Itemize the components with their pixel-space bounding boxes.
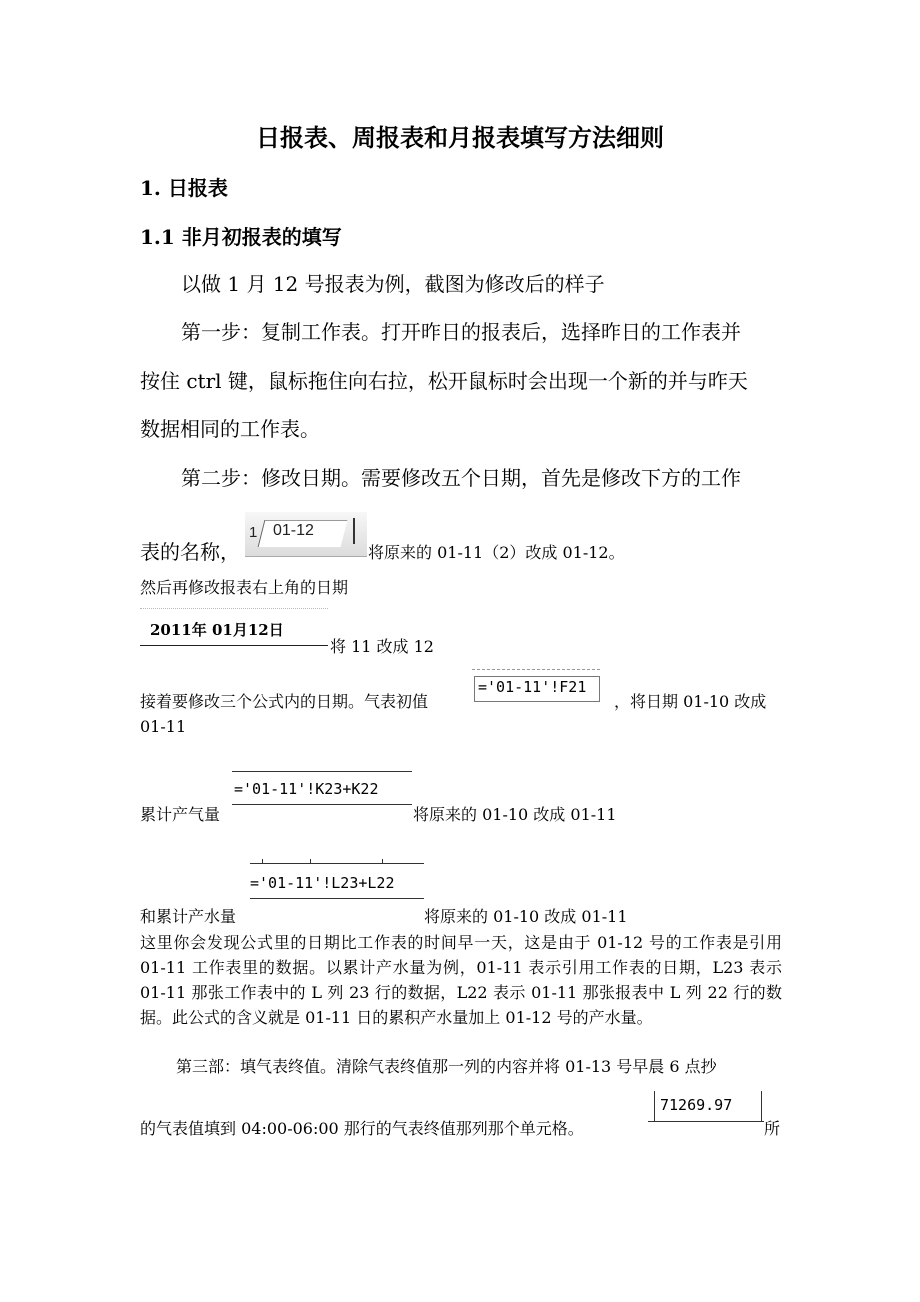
- step3-line2: 的气表值填到 04:00-06:00 那行的气表终值那列那个单元格。: [140, 1119, 584, 1138]
- formula-cum-water-screenshot: [250, 863, 424, 899]
- intro-text: 以做 1 月 12 号报表为例，截图为修改后的样子: [181, 272, 605, 296]
- step1-line2: 按住 ctrl 键，鼠标拖住向右拉，松开鼠标时会出现一个新的并与昨天: [140, 369, 748, 393]
- formula-cum-gas: ='01-11'!K23+K22: [234, 780, 379, 798]
- sheet-tab-index: 1: [249, 524, 258, 541]
- ruler-tick: [262, 859, 263, 864]
- cursor-bar: [353, 518, 355, 544]
- cell-value: 71269.97: [660, 1096, 733, 1114]
- step1-line3: 数据相同的工作表。: [140, 417, 320, 441]
- subsection-heading: 1.1 非月初报表的填写: [140, 225, 342, 249]
- report-date-screenshot: [140, 608, 328, 646]
- cum-water-instruction: 将原来的 01-10 改成 01-11: [424, 907, 628, 926]
- sheet-tab-screenshot: [245, 512, 367, 557]
- formula-cum-water: ='01-11'!L23+L22: [250, 874, 395, 892]
- section-heading: 1. 日报表: [140, 176, 228, 200]
- step2-line2-suffix: 将原来的 01-11（2）改成 01-12。: [368, 543, 625, 562]
- cum-gas-label: 累计产气量: [140, 805, 221, 824]
- step2-line1: 第二步：修改日期。需要修改五个日期，首先是修改下方的工作: [181, 466, 741, 490]
- cell-underline: [648, 1121, 764, 1122]
- explanation-paragraph: 这里你会发现公式里的日期比工作表的时间早一天，这是由于 01-12 号的工作表是引用 01-11 工作表里的数据。以累计产水量为例，01-11 表示引用工作表的日期，L23 表示 01-11 那张工作表中的 L 列 23 行的数据，L22 表示 01-11 那张报表中 L 列 22 行的数据。此公式的含义就是 01-11 日的累积产水量加上 01-12 号的产水量。: [140, 933, 782, 1027]
- report-date: 2011年 01月12日: [150, 621, 284, 639]
- cell-value-screenshot: [648, 1087, 764, 1129]
- formula-intro-suffix: ，将日期 01-10 改成: [614, 692, 767, 711]
- step3-line2-end: 所: [764, 1119, 781, 1138]
- formula-gas-initial: ='01-11'!F21: [478, 678, 587, 696]
- step2-line3: 然后再修改报表右上角的日期: [140, 578, 349, 597]
- formula-gas-initial-screenshot: [472, 669, 600, 702]
- date-change-text: 将 11 改成 12: [330, 637, 434, 656]
- formula-cum-gas-screenshot: [232, 771, 412, 805]
- ruler-tick: [310, 859, 311, 864]
- ruler-tick: [382, 859, 383, 864]
- formula-intro-end: 01-11: [140, 717, 187, 736]
- step2-line2-prefix: 表的名称，: [140, 540, 240, 564]
- step1-line1: 第一步：复制工作表。打开昨日的报表后，选择昨日的工作表并: [181, 320, 741, 344]
- sheet-tab-label: 01-12: [273, 522, 314, 539]
- cum-water-label: 和累计产水量: [140, 907, 237, 926]
- step3-line1: 第三部：填气表终值。清除气表终值那一列的内容并将 01-13 号早晨 6 点抄: [176, 1057, 717, 1076]
- page-title: 日报表、周报表和月报表填写方法细则: [256, 123, 664, 152]
- cum-gas-instruction: 将原来的 01-10 改成 01-11: [413, 805, 617, 824]
- formula-intro-prefix: 接着要修改三个公式内的日期。气表初值: [140, 692, 429, 711]
